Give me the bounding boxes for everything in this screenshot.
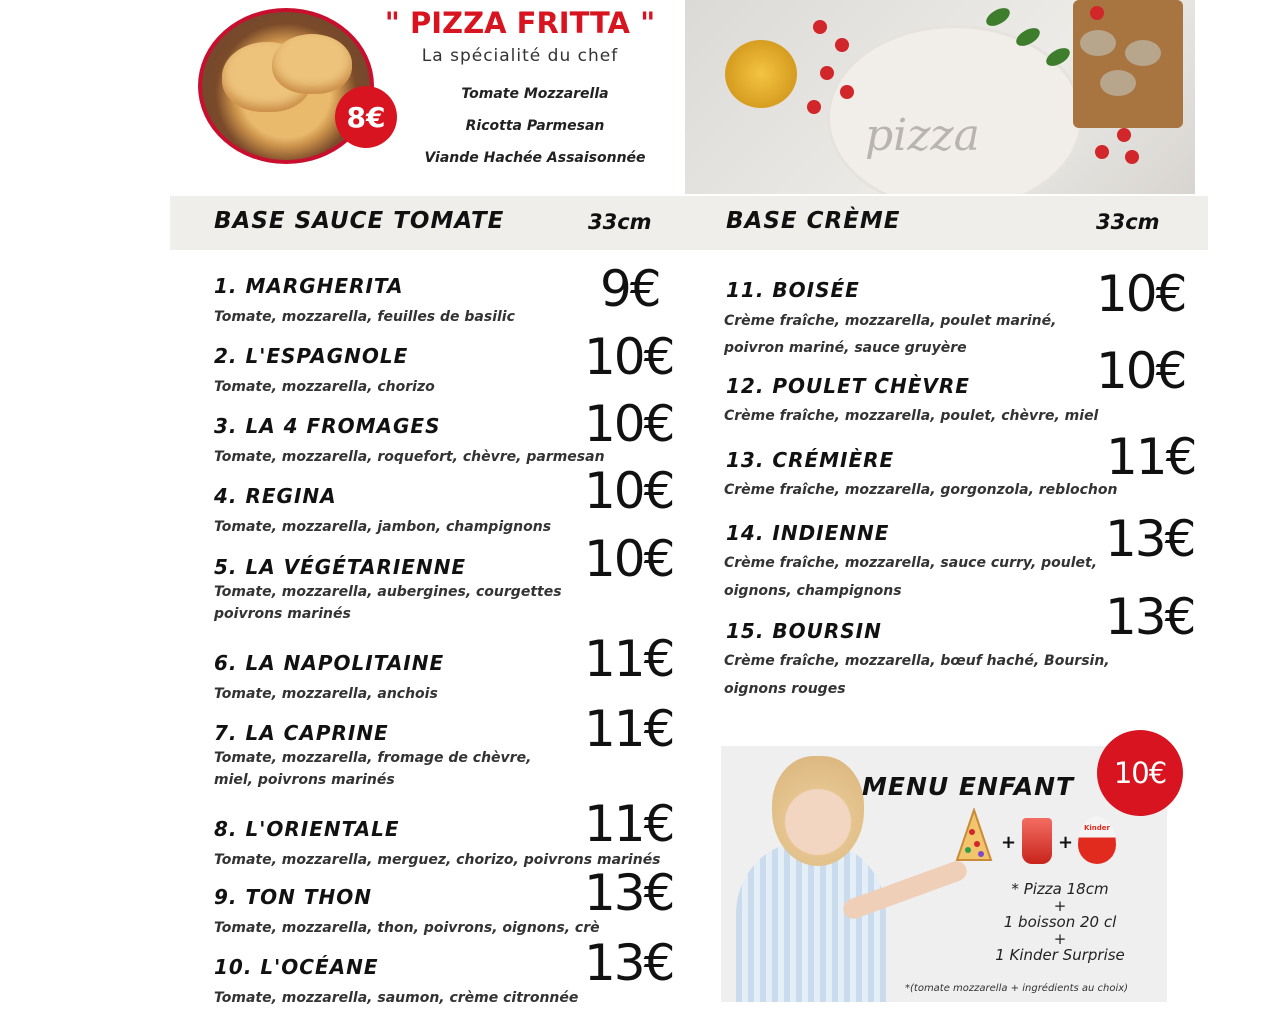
menu-item-price: 10€ [584,462,674,520]
menu-item-name: 9. TON THON [214,885,372,909]
cutting-board-image [1073,0,1183,128]
kids-menu-line: + [1053,897,1067,915]
menu-item-desc: Crème fraîche, mozzarella, gorgonzola, reblochon [724,482,1118,498]
menu-item-desc: oignons, champignons [724,583,902,599]
kids-menu-line: + [1053,930,1067,948]
menu-item-desc: Tomate, mozzarella, saumon, crème citronnée [214,990,579,1006]
menu-item-name: 6. LA NAPOLITAINE [214,651,445,675]
menu-item-desc: Crème fraîche, mozzarella, bœuf haché, Boursin, [724,653,1110,669]
kinder-egg-icon [1078,816,1116,864]
menu-item-desc: Tomate, mozzarella, jambon, champignons [214,519,552,535]
plus-sign: + [1001,832,1017,853]
promo-ingredient-line: Viande Hachée Assaisonnée [424,150,646,166]
promo-ingredient-line: Tomate Mozzarella [461,86,609,102]
menu-item-desc: Tomate, mozzarella, thon, poivrons, oignons, crè [214,920,600,936]
menu-item-desc: Tomate, mozzarella, feuilles de basilic [214,309,515,325]
menu-item-price: 10€ [1096,265,1186,323]
menu-item-price: 10€ [584,328,674,386]
menu-item-name: 3. LA 4 FROMAGES [214,414,441,438]
kids-menu-line: * Pizza 18cm [1011,880,1109,898]
menu-item-price: 13€ [584,864,674,922]
menu-item-name: 11. BOISÉE [726,278,860,302]
menu-item-price: 13€ [1105,510,1195,568]
menu-item-name: 12. POULET CHÈVRE [726,374,970,398]
menu-item-price: 10€ [584,530,674,588]
menu-item-desc: Tomate, mozzarella, chorizo [214,379,435,395]
section-title-cream: BASE CRÈME [726,208,901,234]
kinder-egg-label: Kinder [1083,824,1111,832]
menu-item-desc: poivrons marinés [214,606,351,622]
menu-item-price: 10€ [584,395,674,453]
section-size-cream: 33cm [1096,210,1160,234]
menu-item-price: 11€ [584,630,674,688]
menu-item-price: 10€ [1096,342,1186,400]
section-title-tomato: BASE SAUCE TOMATE [214,208,505,234]
promo-title: " PIZZA FRITTA " [384,6,656,40]
pizza-ingredients-photo [685,0,1195,194]
menu-item-name: 7. LA CAPRINE [214,721,389,745]
menu-item-price: 11€ [584,795,674,853]
menu-item-price: 13€ [1105,588,1195,646]
kids-menu-line: 1 Kinder Surprise [995,946,1125,964]
kids-menu-title: MENU ENFANT [862,772,1075,801]
menu-item-desc: poivron mariné, sauce gruyère [724,340,967,356]
photo-pizza-text: pizza [865,110,980,161]
menu-item-name: 10. L'OCÉANE [214,955,379,979]
section-size-tomato: 33cm [588,210,652,234]
menu-item-desc: oignons rouges [724,681,846,697]
menu-item-name: 13. CRÉMIÈRE [726,448,895,472]
menu-item-desc: Tomate, mozzarella, roquefort, chèvre, parmesan [214,449,605,465]
menu-item-name: 2. L'ESPAGNOLE [214,344,409,368]
menu-item-name: 15. BOURSIN [726,619,882,643]
menu-item-price: 11€ [1106,428,1196,486]
menu-item-price: 9€ [600,260,660,318]
kids-menu-line: 1 boisson 20 cl [1003,913,1117,931]
menu-item-desc: Tomate, mozzarella, aubergines, courgettes [214,584,562,600]
menu-item-name: 14. INDIENNE [726,521,890,545]
menu-item-desc: Crème fraîche, mozzarella, poulet, chèvre, miel [724,408,1099,424]
promo-price-badge: 8€ [335,86,397,148]
menu-item-name: 1. MARGHERITA [214,274,404,298]
plus-sign: + [1058,832,1074,853]
kids-menu-note: *(tomate mozzarella + ingrédients au choix) [905,983,1129,994]
menu-item-desc: Tomate, mozzarella, anchois [214,686,438,702]
menu-item-price: 11€ [584,700,674,758]
drink-cup-icon [1022,818,1052,864]
menu-item-name: 5. LA VÉGÉTARIENNE [214,555,467,579]
menu-item-price: 13€ [584,934,674,992]
menu-item-name: 4. REGINA [214,484,337,508]
promo-subtitle: La spécialité du chef [421,46,619,66]
promo-ingredient-line: Ricotta Parmesan [465,118,605,134]
menu-item-desc: Tomate, mozzarella, fromage de chèvre, [214,750,532,766]
oil-bottle-image [725,40,797,108]
menu-item-name: 8. L'ORIENTALE [214,817,400,841]
child-portrait-image [772,756,864,866]
pizza-slice-icon [955,808,993,864]
child-dress-image [736,842,886,1002]
menu-item-desc: Crème fraîche, mozzarella, poulet mariné, [724,313,1057,329]
menu-item-desc: Crème fraîche, mozzarella, sauce curry, poulet, [724,555,1098,571]
kids-menu-price-badge: 10€ [1097,730,1183,816]
menu-item-desc: Tomate, mozzarella, merguez, chorizo, poivrons marinés [214,852,661,868]
menu-item-desc: miel, poivrons marinés [214,772,395,788]
